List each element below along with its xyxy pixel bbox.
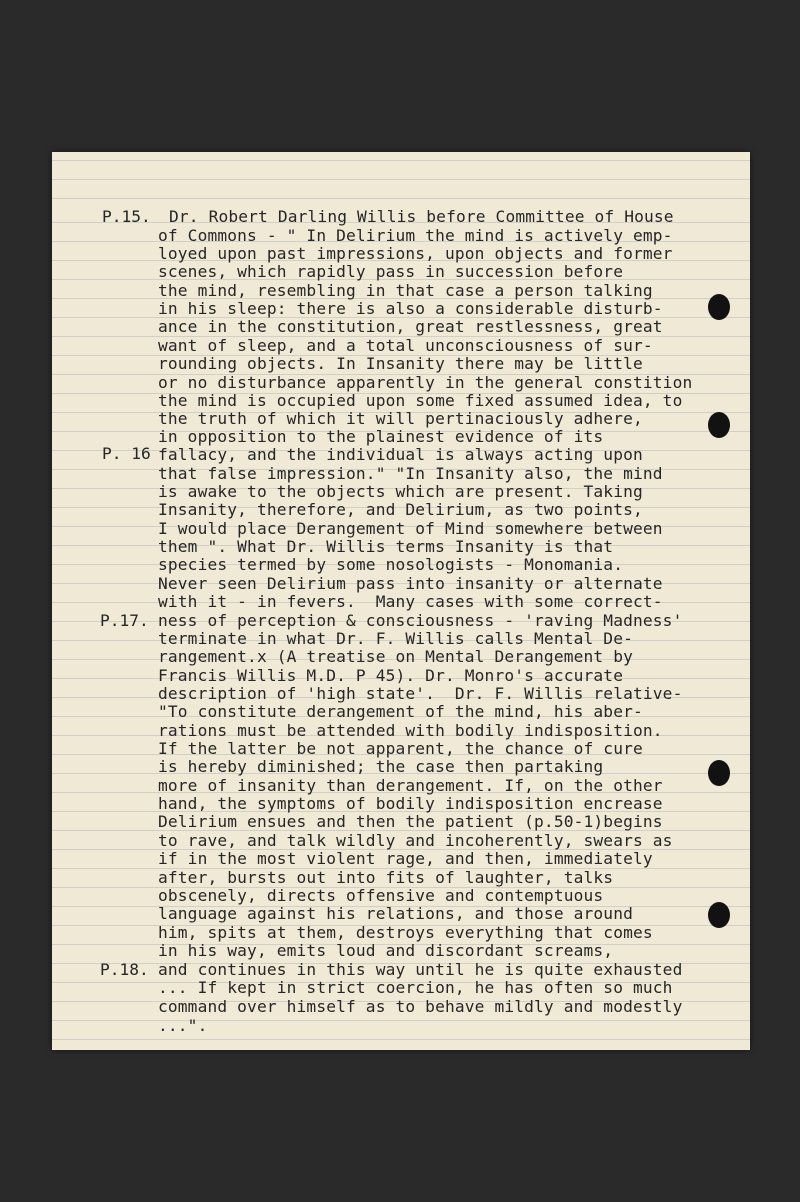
text-line: If the latter be not apparent, the chance of cure <box>158 739 643 758</box>
text-line: the mind, resembling in that case a person talking <box>158 281 653 300</box>
text-line: to rave, and talk wildly and incoherently, swears as <box>158 831 673 850</box>
text-line: that false impression." "In Insanity also, the mind <box>158 464 663 483</box>
text-line: him, spits at them, destroys everything that comes <box>158 923 653 942</box>
text-line: command over himself as to behave mildly and modestly <box>158 997 683 1016</box>
margin-note-p18: P.18. <box>100 960 149 979</box>
text-line: the mind is occupied upon some fixed assumed idea, to <box>158 391 683 410</box>
text-line: loyed upon past impressions, upon objects and former <box>158 244 673 263</box>
text-line: Delirium ensues and then the patient (p.50-1)begins <box>158 812 663 831</box>
text-line: the truth of which it will pertinaciously adhere, <box>158 409 643 428</box>
text-line: hand, the symptoms of bodily indisposition encrease <box>158 794 663 813</box>
text-line: with it - in fevers. Many cases with some correct- <box>158 592 663 611</box>
text-line: is awake to the objects which are present. Taking <box>158 482 643 501</box>
punch-hole <box>708 902 730 928</box>
margin-note-p17: P.17. <box>100 611 149 630</box>
text-line: rations must be attended with bodily indisposition. <box>158 721 663 740</box>
text-line: ... If kept in strict coercion, he has often so much <box>158 978 673 997</box>
text-line: terminate in what Dr. F. Willis calls Mental De- <box>158 629 633 648</box>
text-line: in opposition to the plainest evidence of its <box>158 427 604 446</box>
text-line: ance in the constitution, great restlessness, great <box>158 317 663 336</box>
text-line: in his way, emits loud and discordant screams, <box>158 941 614 960</box>
text-line: I would place Derangement of Mind somewhere between <box>158 519 663 538</box>
text-line: description of 'high state'. Dr. F. Willis relative- <box>158 684 683 703</box>
punch-hole <box>708 412 730 438</box>
text-line: ness of perception & consciousness - 'raving Madness' <box>158 611 683 630</box>
text-line: "To constitute derangement of the mind, his aber- <box>158 702 643 721</box>
text-line: rangement.x (A treatise on Mental Derangement by <box>158 647 633 666</box>
text-line: scenes, which rapidly pass in succession before <box>158 262 624 281</box>
text-line: Insanity, therefore, and Delirium, as two points, <box>158 500 643 519</box>
margin-note-p16: P. 16 <box>102 444 151 463</box>
text-line: in his sleep: there is also a considerable disturb- <box>158 299 663 318</box>
text-line: obscenely, directs offensive and contemptuous <box>158 886 604 905</box>
text-line: want of sleep, and a total unconsciousness of sur- <box>158 336 653 355</box>
text-line: is hereby diminished; the case then partaking <box>158 757 604 776</box>
text-line: them ". What Dr. Willis terms Insanity is that <box>158 537 614 556</box>
text-line: rounding objects. In Insanity there may be little <box>158 354 643 373</box>
text-line: species termed by some nosologists - Monomania. <box>158 555 624 574</box>
text-line: or no disturbance apparently in the general constition <box>158 373 693 392</box>
text-line: and continues in this way until he is quite exhausted <box>158 960 683 979</box>
text-line: Dr. Robert Darling Willis before Committee of House <box>169 207 674 226</box>
text-line: if in the most violent rage, and then, immediately <box>158 849 653 868</box>
margin-note-p15: P.15. <box>102 207 151 226</box>
text-line: after, bursts out into fits of laughter, talks <box>158 868 614 887</box>
text-line: of Commons - " In Delirium the mind is actively emp- <box>158 226 673 245</box>
punch-hole <box>708 294 730 320</box>
typed-page <box>52 152 750 1050</box>
text-line: Never seen Delirium pass into insanity or alternate <box>158 574 663 593</box>
text-line: more of insanity than derangement. If, on the other <box>158 776 663 795</box>
punch-hole <box>708 760 730 786</box>
text-line: fallacy, and the individual is always acting upon <box>158 445 643 464</box>
text-line: language against his relations, and those around <box>158 904 633 923</box>
text-line: Francis Willis M.D. P 45). Dr. Monro's accurate <box>158 666 624 685</box>
text-line: ...". <box>158 1016 208 1035</box>
